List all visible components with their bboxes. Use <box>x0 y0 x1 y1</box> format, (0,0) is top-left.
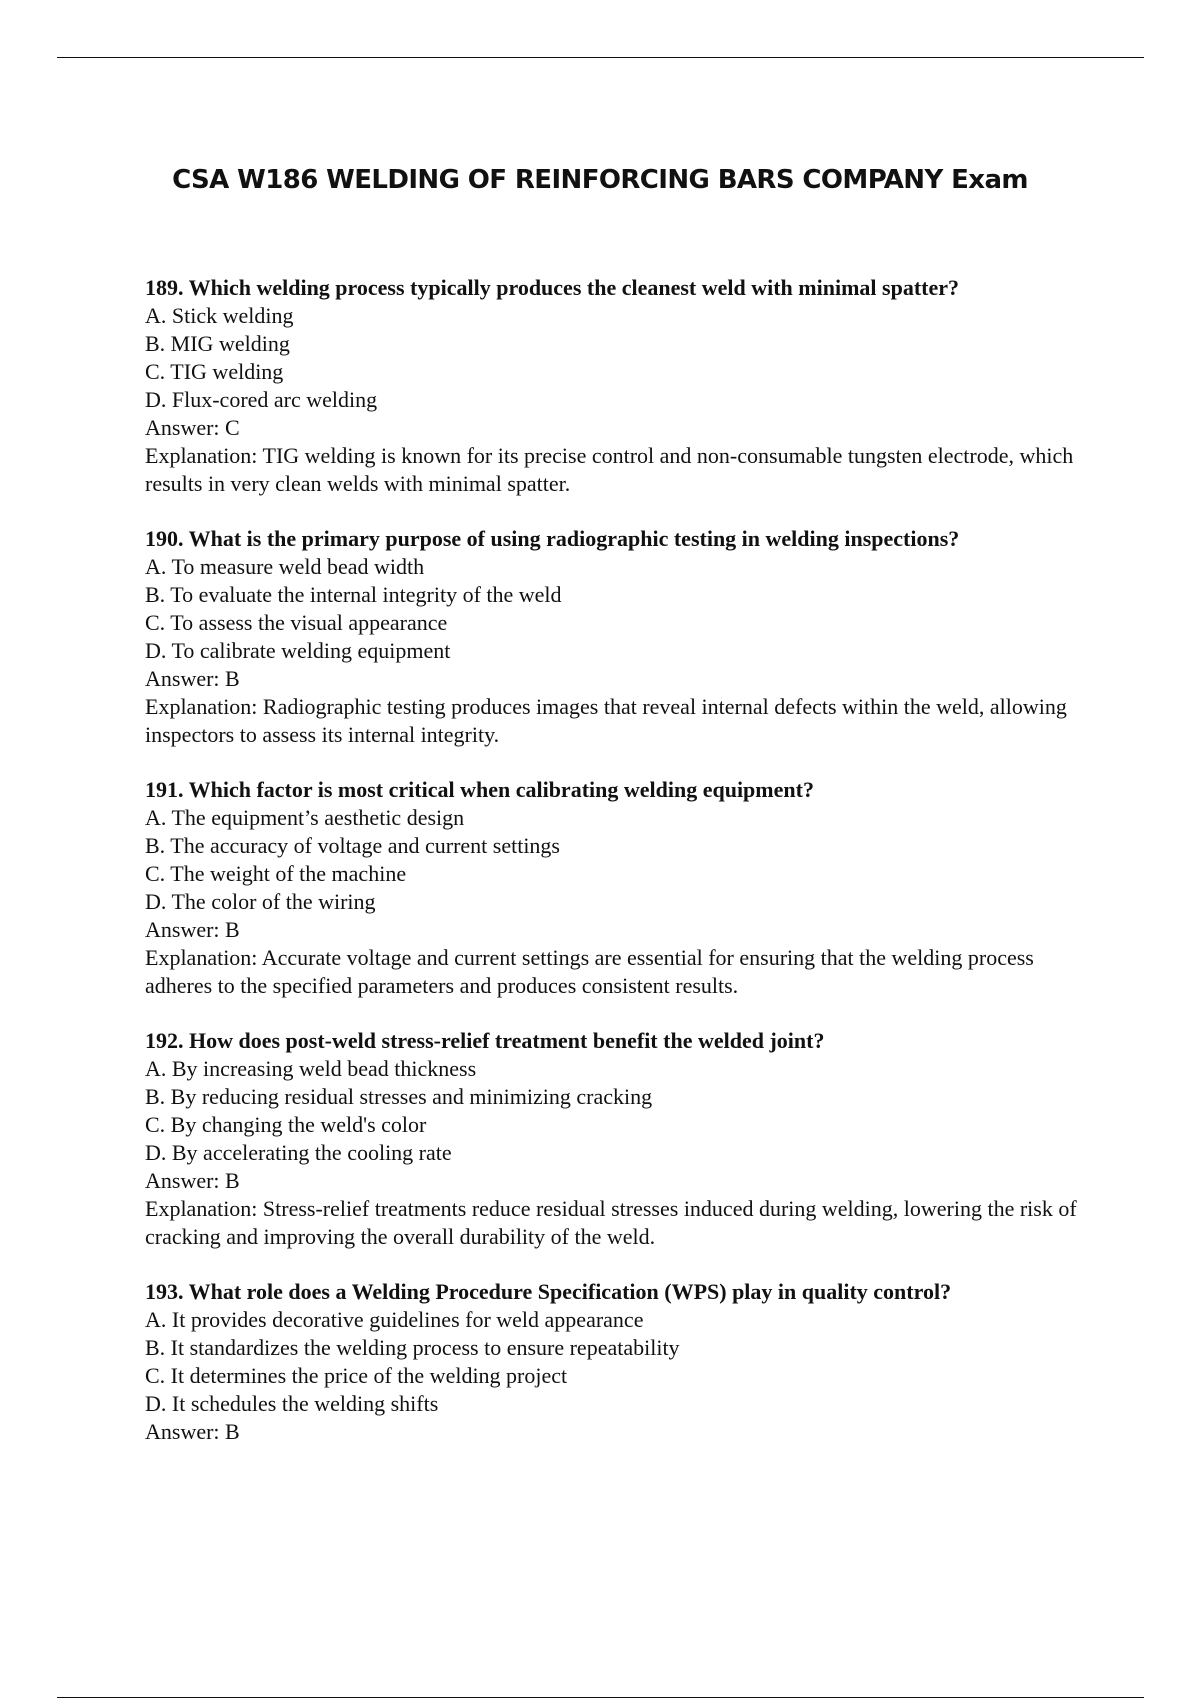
question-text: 189. Which welding process typically produces the cleanest weld with minimal spatter? <box>145 275 959 300</box>
explanation: Explanation: Accurate voltage and current settings are essential for ensuring that the welding process adheres to the specified parameters and produces consistent results. <box>145 945 1034 998</box>
option-d: D. The color of the wiring <box>145 889 376 914</box>
question-list <box>145 274 1080 1473</box>
option-a: A. Stick welding <box>145 303 294 328</box>
option-b: B. To evaluate the internal integrity of the weld <box>145 582 562 607</box>
question-193 <box>145 1278 1080 1446</box>
explanation: Explanation: TIG welding is known for its precise control and non-consumable tungsten electrode, which results in very clean welds with minimal spatter. <box>145 443 1074 496</box>
option-d: D. By accelerating the cooling rate <box>145 1140 452 1165</box>
option-c: C. It determines the price of the welding project <box>145 1363 568 1388</box>
footer-rule <box>57 1697 1144 1698</box>
option-b: B. By reducing residual stresses and minimizing cracking <box>145 1084 653 1109</box>
explanation: Explanation: Stress-relief treatments reduce residual stresses induced during welding, lowering the risk of cracking and improving the overall durability of the weld. <box>145 1196 1077 1249</box>
option-c: C. To assess the visual appearance <box>145 610 448 635</box>
question-192 <box>145 1027 1080 1251</box>
option-d: D. It schedules the welding shifts <box>145 1391 439 1416</box>
option-b: B. MIG welding <box>145 331 290 356</box>
question-189 <box>145 274 1080 498</box>
option-a: A. To measure weld bead width <box>145 554 425 579</box>
answer: Answer: B <box>145 1419 240 1444</box>
answer: Answer: B <box>145 917 240 942</box>
document-title: CSA W186 WELDING OF REINFORCING BARS COMPANY Exam <box>172 165 1028 196</box>
question-text: 190. What is the primary purpose of using radiographic testing in welding inspections? <box>145 526 960 551</box>
question-191 <box>145 776 1080 1000</box>
explanation: Explanation: Radiographic testing produces images that reveal internal defects within the weld, allowing inspectors to assess its internal integrity. <box>145 694 1067 747</box>
option-a: A. It provides decorative guidelines for weld appearance <box>145 1307 644 1332</box>
option-c: C. The weight of the machine <box>145 861 407 886</box>
question-text: 193. What role does a Welding Procedure Specification (WPS) play in quality control? <box>145 1279 952 1304</box>
option-d: D. To calibrate welding equipment <box>145 638 451 663</box>
question-190 <box>145 525 1080 749</box>
option-c: C. By changing the weld's color <box>145 1112 427 1137</box>
question-text: 192. How does post-weld stress-relief treatment benefit the welded joint? <box>145 1028 825 1053</box>
option-c: C. TIG welding <box>145 359 284 384</box>
option-a: A. The equipment’s aesthetic design <box>145 805 465 830</box>
question-text: 191. Which factor is most critical when calibrating welding equipment? <box>145 777 814 802</box>
answer: Answer: C <box>145 415 240 440</box>
option-b: B. The accuracy of voltage and current settings <box>145 833 560 858</box>
header-rule <box>57 57 1144 58</box>
option-a: A. By increasing weld bead thickness <box>145 1056 477 1081</box>
option-d: D. Flux-cored arc welding <box>145 387 378 412</box>
option-b: B. It standardizes the welding process to ensure repeatability <box>145 1335 680 1360</box>
answer: Answer: B <box>145 666 240 691</box>
answer: Answer: B <box>145 1168 240 1193</box>
